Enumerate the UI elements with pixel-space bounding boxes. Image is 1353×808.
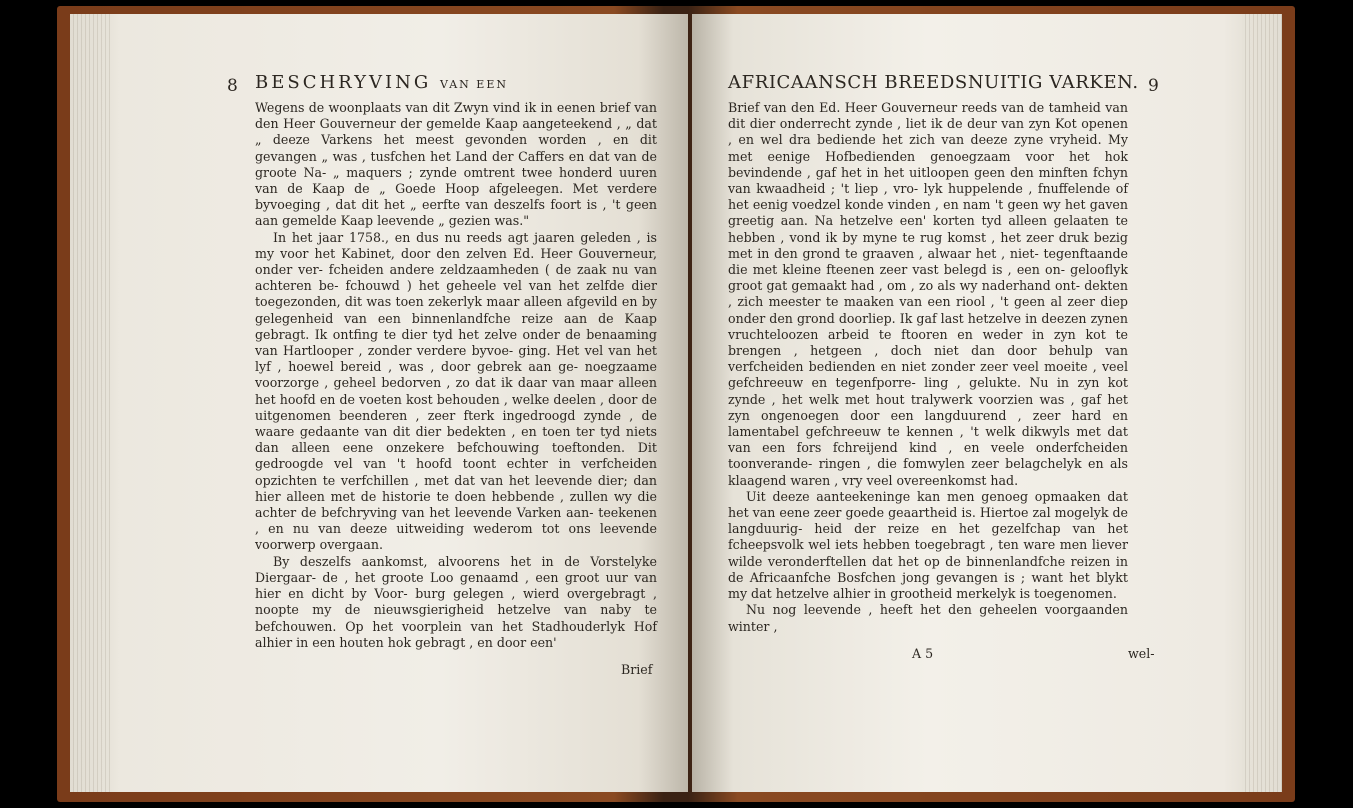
body-text: [728, 100, 1128, 635]
page-edges: [1242, 14, 1282, 792]
paragraph: In het jaar 1758., en dus nu reeds agt jaaren geleden , is my voor het Kabinet, door den zelven Ed. Heer Gouverneur, onder ver- fcheiden andere zeldzaamheden ( de zaak nu van achteren be- fchouwd ) het geheele vel van het zelfde dier toegezonden, dit was toen zekerlyk maar alleen afgevild en by gelegenheid van een binnenlandfche reize aan de Kaap gebragt. Ik ontfing te dier tyd het zelve onder de benaaming van Hartlooper , zonder verdere byvoe- ging. Het vel van het lyf , hoewel bereid , was , door gebrek aan ge- noegzaame voorzorge , geheel bedorven , zo dat ik daar van maar alleen het hoofd en de voeten kost behouden , welke deelen , door de uitgenomen beenderen , zeer fterk ingedroogd zynde , de waare gedaante van dit dier bedekten , en toen ter tyd niets dan alleen eene onzekere befchouwing toeftonden. Dit gedroogde vel van 't hoofd toont echter in verfcheiden opzichten te verfchillen , met dat van het leevende dier; dan hier alleen met de historie te doen hebbende , zullen wy die achter de befchryving van het leevende Varken aan- teekenen , en nu van deeze uitweiding wederom tot ons leevende voorwerp overgaan.: [255, 229, 657, 553]
paragraph: Uit deeze aanteekeninge kan men genoeg opmaaken dat het van eene zeer goede geaartheid is. Hiertoe zal mogelyk de langduurig- heid der reize en het gezelfchap van het fcheepsvolk wel iets hebben toegebragt , ten ware men liever wilde veronderftellen dat het op de binnenlandfche reizen in de Africaanfche Bosfchen jong gevangen is ; want het blykt my dat hetzelve alhier in grootheid merkelyk is toegenomen.: [728, 488, 1128, 602]
catchword: Brief: [621, 662, 653, 677]
signature-mark: A 5: [912, 646, 934, 661]
running-header: [255, 72, 508, 93]
left-page: [70, 14, 688, 792]
right-page: [692, 14, 1282, 792]
paragraph: Wegens de woonplaats van dit Zwyn vind ik in eenen brief van den Heer Gouverneur der gemelde Kaap aangeteekend , „ dat „ deeze Varkens het meest gevonden worden , en dit gevangen „ was , tusfchen het Land der Caffers en dat van de groote Na- „ maquers ; zynde omtrent twee honderd uuren van de Kaap de „ Goede Hoop afgeleegen. Met verdere byvoeging , dat dit het „ eerfte van deszelfs foort is , 't geen aan gemelde Kaap leevende „ gezien was.": [255, 100, 657, 229]
paragraph: By deszelfs aankomst, alvoorens het in de Vorstelyke Diergaar- de , het groote Loo genaamd , een groot uur van hier en dicht by Voor- burg gelegen , wierd overgebragt , noopte my de nieuwsgierigheid hetzelve van naby te befchouwen. Op het voorplein van het Stadhouderlyk Hof alhier in een houten hok gebragt , en door een': [255, 553, 657, 650]
header-title: BESCHRYVING: [255, 72, 432, 93]
catchword: wel-: [1128, 646, 1155, 661]
page-number: 9: [1148, 76, 1159, 96]
paragraph: Nu nog leevende , heeft het den geheelen voorgaanden winter ,: [728, 602, 1128, 634]
page-edges: [70, 14, 110, 792]
header-suffix: VAN EEN: [440, 78, 508, 91]
paragraph: Brief van den Ed. Heer Gouverneur reeds van de tamheid van dit dier onderrecht zynde , liet ik de deur van zyn Kot openen , en wel dra bediende het zich van deeze zyne vryheid. My met eenige Hofbedienden genoegzaam voor het hok bevindende , gaf het in het uitloopen geen den minften fchyn van kwaadheid ; 't liep , vro- lyk huppelende , fnuffelende of het eenig voedzel konde vinden , en nam 't geen wy het gaven greetig aan. Na hetzelve een' korten tyd alleen gelaaten te hebben , vond ik by myne te rug komst , het zeer druk bezig met in den grond te graaven , alwaar het , niet- tegenftaande die met kleine fteenen zeer vast belegd is , een on- gelooflyk groot gat gemaakt had , om , zo als wy naderhand ont- dekten , zich meester te maaken van een riool , 't geen al zeer diep onder den grond doorliep. Ik gaf last hetzelve in deezen zynen vruchteloozen arbeid te ftooren en weder in zyn kot te brengen , hetgeen , doch niet dan door behulp van verfcheiden bedienden en niet zonder zeer veel moeite , veel gefchreeuw en tegenfporre- ling , gelukte. Nu in zyn kot zynde , het welk met hout tralywerk voorzien was , gaf het zyn ongenoegen door een langduurend , zeer hard en lamentabel gefchreeuw te kennen , 't welk dikwyls met dat van een fors fchreijend kind , en veele onderfcheiden toonverande- ringen , die fomwylen zeer belagchelyk en als klaagend waren , vry veel overeenkomst had.: [728, 100, 1128, 488]
body-text: [255, 100, 657, 651]
page-number: 8: [227, 76, 238, 96]
running-header: AFRICAANSCH BREEDSNUITIG VARKEN.: [728, 72, 1139, 93]
